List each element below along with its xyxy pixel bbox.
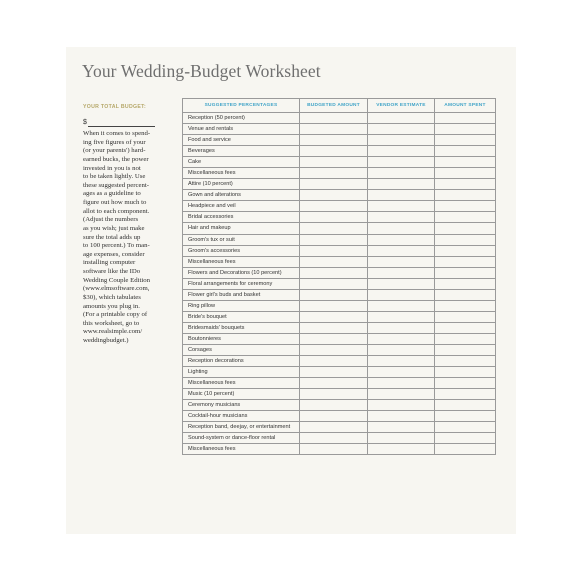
- budget-item-label: Beverages: [183, 146, 300, 157]
- table-row: [183, 367, 496, 378]
- table-row: [183, 190, 496, 201]
- budgeted-amount-cell[interactable]: [300, 433, 368, 444]
- budget-item-label: Flower girl's buds and basket: [183, 289, 300, 300]
- total-budget-label: YOUR TOTAL BUDGET:: [83, 104, 147, 110]
- vendor-estimate-cell[interactable]: [368, 433, 435, 444]
- budget-item-label: Boutonnieres: [183, 333, 300, 344]
- budgeted-amount-cell[interactable]: [300, 289, 368, 300]
- budget-item-label: Miscellaneous fees: [183, 378, 300, 389]
- instruction-line: Wedding Couple Edition: [83, 276, 150, 284]
- vendor-estimate-cell[interactable]: [368, 422, 435, 433]
- table-row: [183, 289, 496, 300]
- vendor-estimate-cell[interactable]: [368, 212, 435, 223]
- budget-item-label: Reception band, deejay, or entertainment: [183, 422, 300, 433]
- instruction-line: amounts you plug in.: [83, 302, 140, 310]
- instruction-line: invested in you is not: [83, 164, 141, 172]
- budget-item-label: Hair and makeup: [183, 223, 300, 234]
- header-amount-spent: AMOUNT SPENT: [435, 99, 496, 113]
- amount-spent-cell[interactable]: [435, 400, 496, 411]
- budget-item-label: Bridal accessories: [183, 212, 300, 223]
- vendor-estimate-cell[interactable]: [368, 135, 435, 146]
- budgeted-amount-cell[interactable]: [300, 344, 368, 355]
- amount-spent-cell[interactable]: [435, 113, 496, 124]
- budget-item-label: Reception (50 percent): [183, 113, 300, 124]
- table-row: [183, 356, 496, 367]
- table-row: [183, 201, 496, 212]
- table-row: [183, 311, 496, 322]
- budget-item-label: Lighting: [183, 367, 300, 378]
- budgeted-amount-cell[interactable]: [300, 300, 368, 311]
- amount-spent-cell[interactable]: [435, 378, 496, 389]
- budget-instructions: [83, 130, 163, 346]
- vendor-estimate-cell[interactable]: [368, 278, 435, 289]
- table-row: [183, 146, 496, 157]
- vendor-estimate-cell[interactable]: [368, 146, 435, 157]
- amount-spent-cell[interactable]: [435, 356, 496, 367]
- vendor-estimate-cell[interactable]: [368, 367, 435, 378]
- budget-item-label: Miscellaneous fees: [183, 168, 300, 179]
- amount-spent-cell[interactable]: [435, 157, 496, 168]
- amount-spent-cell[interactable]: [435, 433, 496, 444]
- amount-spent-cell[interactable]: [435, 289, 496, 300]
- budget-item-label: Floral arrangements for ceremony: [183, 278, 300, 289]
- amount-spent-cell[interactable]: [435, 212, 496, 223]
- budget-item-label: Corsages: [183, 344, 300, 355]
- budgeted-amount-cell[interactable]: [300, 157, 368, 168]
- budget-item-label: Ring pillow: [183, 300, 300, 311]
- instruction-line: (For a printable copy of: [83, 311, 148, 319]
- instruction-line: to be taken lightly. Use: [83, 173, 146, 181]
- vendor-estimate-cell[interactable]: [368, 378, 435, 389]
- vendor-estimate-cell[interactable]: [368, 124, 435, 135]
- table-row: [183, 400, 496, 411]
- budgeted-amount-cell[interactable]: [300, 444, 368, 455]
- vendor-estimate-cell[interactable]: [368, 179, 435, 190]
- budgeted-amount-cell[interactable]: [300, 256, 368, 267]
- amount-spent-cell[interactable]: [435, 344, 496, 355]
- budgeted-amount-cell[interactable]: [300, 168, 368, 179]
- instruction-line: (www.elmsoftware.com,: [83, 285, 150, 293]
- vendor-estimate-cell[interactable]: [368, 400, 435, 411]
- budgeted-amount-cell[interactable]: [300, 322, 368, 333]
- budgeted-amount-cell[interactable]: [300, 367, 368, 378]
- budgeted-amount-cell[interactable]: [300, 234, 368, 245]
- budget-item-label: Headpiece and veil: [183, 201, 300, 212]
- budgeted-amount-cell[interactable]: [300, 190, 368, 201]
- amount-spent-cell[interactable]: [435, 278, 496, 289]
- amount-spent-cell[interactable]: [435, 389, 496, 400]
- dollar-sign: $: [83, 119, 87, 126]
- instruction-line: sure the total adds up: [83, 233, 141, 241]
- amount-spent-cell[interactable]: [435, 422, 496, 433]
- amount-spent-cell[interactable]: [435, 311, 496, 322]
- amount-spent-cell[interactable]: [435, 300, 496, 311]
- budgeted-amount-cell[interactable]: [300, 201, 368, 212]
- budget-item-label: Sound-system or dance-floor rental: [183, 433, 300, 444]
- budgeted-amount-cell[interactable]: [300, 333, 368, 344]
- table-row: [183, 322, 496, 333]
- vendor-estimate-cell[interactable]: [368, 190, 435, 201]
- vendor-estimate-cell[interactable]: [368, 168, 435, 179]
- instruction-line: these suggested percent-: [83, 181, 149, 189]
- instruction-line: www.realsimple.com/: [83, 328, 143, 336]
- table-row: [183, 333, 496, 344]
- budget-item-label: Attire (10 percent): [183, 179, 300, 190]
- amount-spent-cell[interactable]: [435, 190, 496, 201]
- budget-item-label: Groom's tux or suit: [183, 234, 300, 245]
- table-row: [183, 234, 496, 245]
- budgeted-amount-cell[interactable]: [300, 422, 368, 433]
- table-row: [183, 344, 496, 355]
- budgeted-amount-cell[interactable]: [300, 146, 368, 157]
- table-row: [183, 256, 496, 267]
- vendor-estimate-cell[interactable]: [368, 333, 435, 344]
- table-row: [183, 212, 496, 223]
- budget-item-label: Gown and alterations: [183, 190, 300, 201]
- amount-spent-cell[interactable]: [435, 146, 496, 157]
- amount-spent-cell[interactable]: [435, 223, 496, 234]
- budget-item-label: Ceremony musicians: [183, 400, 300, 411]
- table-row: [183, 113, 496, 124]
- table-row: [183, 378, 496, 389]
- budgeted-amount-cell[interactable]: [300, 311, 368, 322]
- table-row: [183, 300, 496, 311]
- amount-spent-cell[interactable]: [435, 234, 496, 245]
- amount-spent-cell[interactable]: [435, 201, 496, 212]
- budget-table-header: [183, 99, 496, 113]
- budget-item-label: Flowers and Decorations (10 percent): [183, 267, 300, 278]
- budgeted-amount-cell[interactable]: [300, 245, 368, 256]
- vendor-estimate-cell[interactable]: [368, 322, 435, 333]
- budget-table: [182, 98, 496, 455]
- table-row: [183, 444, 496, 455]
- worksheet-page: [66, 47, 516, 534]
- amount-spent-cell[interactable]: [435, 267, 496, 278]
- vendor-estimate-cell[interactable]: [368, 223, 435, 234]
- budgeted-amount-cell[interactable]: [300, 356, 368, 367]
- budgeted-amount-cell[interactable]: [300, 389, 368, 400]
- total-budget-underline: [88, 126, 155, 127]
- instruction-line: age expenses, consider: [83, 250, 145, 258]
- amount-spent-cell[interactable]: [435, 124, 496, 135]
- amount-spent-cell[interactable]: [435, 444, 496, 455]
- budget-item-label: Cocktail-hour musicians: [183, 411, 300, 422]
- amount-spent-cell[interactable]: [435, 411, 496, 422]
- budgeted-amount-cell[interactable]: [300, 212, 368, 223]
- vendor-estimate-cell[interactable]: [368, 245, 435, 256]
- budgeted-amount-cell[interactable]: [300, 179, 368, 190]
- table-row: [183, 422, 496, 433]
- amount-spent-cell[interactable]: [435, 367, 496, 378]
- table-row: [183, 157, 496, 168]
- vendor-estimate-cell[interactable]: [368, 256, 435, 267]
- budgeted-amount-cell[interactable]: [300, 411, 368, 422]
- budget-item-label: Venue and rentals: [183, 124, 300, 135]
- instruction-line: installing computer: [83, 259, 136, 267]
- vendor-estimate-cell[interactable]: [368, 201, 435, 212]
- budgeted-amount-cell[interactable]: [300, 124, 368, 135]
- vendor-estimate-cell[interactable]: [368, 344, 435, 355]
- instruction-line: $30), which tabulates: [83, 293, 141, 301]
- table-row: [183, 179, 496, 190]
- instruction-line: allot to each component.: [83, 207, 150, 215]
- budgeted-amount-cell[interactable]: [300, 378, 368, 389]
- vendor-estimate-cell[interactable]: [368, 157, 435, 168]
- budgeted-amount-cell[interactable]: [300, 223, 368, 234]
- vendor-estimate-cell[interactable]: [368, 311, 435, 322]
- instruction-line: figure out how much to: [83, 199, 147, 206]
- amount-spent-cell[interactable]: [435, 256, 496, 267]
- vendor-estimate-cell[interactable]: [368, 300, 435, 311]
- amount-spent-cell[interactable]: [435, 135, 496, 146]
- instruction-line: as you wish; just make: [83, 224, 145, 232]
- vendor-estimate-cell[interactable]: [368, 289, 435, 300]
- amount-spent-cell[interactable]: [435, 322, 496, 333]
- budgeted-amount-cell[interactable]: [300, 400, 368, 411]
- table-row: [183, 433, 496, 444]
- budget-item-label: Food and service: [183, 135, 300, 146]
- vendor-estimate-cell[interactable]: [368, 411, 435, 422]
- budget-item-label: Bride's bouquet: [183, 311, 300, 322]
- instruction-line: earned bucks, the power: [83, 155, 149, 163]
- vendor-estimate-cell[interactable]: [368, 356, 435, 367]
- worksheet-title: Your Wedding-Budget Worksheet: [82, 61, 321, 81]
- budgeted-amount-cell[interactable]: [300, 278, 368, 289]
- instruction-line: ing five figures of your: [83, 138, 146, 146]
- instruction-line: software like the IDo: [83, 268, 141, 275]
- instruction-line: (or your parents') hard-: [83, 147, 146, 155]
- table-row: [183, 245, 496, 256]
- table-row: [183, 389, 496, 400]
- instruction-line: ages as a guideline to: [83, 190, 141, 198]
- amount-spent-cell[interactable]: [435, 245, 496, 256]
- total-budget-field[interactable]: [83, 119, 163, 128]
- budget-item-label: Reception decorations: [183, 356, 300, 367]
- vendor-estimate-cell[interactable]: [368, 113, 435, 124]
- vendor-estimate-cell[interactable]: [368, 267, 435, 278]
- table-row: [183, 135, 496, 146]
- table-row: [183, 267, 496, 278]
- budget-item-label: Miscellaneous fees: [183, 256, 300, 267]
- vendor-estimate-cell[interactable]: [368, 389, 435, 400]
- budget-item-label: Bridesmaids' bouquets: [183, 322, 300, 333]
- table-row: [183, 168, 496, 179]
- table-row: [183, 124, 496, 135]
- table-row: [183, 411, 496, 422]
- header-suggested-percentages: SUGGESTED PERCENTAGES: [183, 99, 300, 113]
- amount-spent-cell[interactable]: [435, 179, 496, 190]
- vendor-estimate-cell[interactable]: [368, 234, 435, 245]
- budget-item-label: Miscellaneous fees: [183, 444, 300, 455]
- budget-item-label: Groom's accessories: [183, 245, 300, 256]
- instruction-line: this worksheet, go to: [83, 319, 140, 327]
- vendor-estimate-cell[interactable]: [368, 444, 435, 455]
- budget-item-label: Music (10 percent): [183, 389, 300, 400]
- instruction-line: (Adjust the numbers: [83, 216, 139, 224]
- amount-spent-cell[interactable]: [435, 333, 496, 344]
- instruction-line: weddingbudget.): [83, 337, 129, 344]
- budgeted-amount-cell[interactable]: [300, 267, 368, 278]
- budget-sidebar: [83, 104, 163, 346]
- table-row: [183, 223, 496, 234]
- header-vendor-estimate: VENDOR ESTIMATE: [368, 99, 435, 113]
- budget-item-label: Cake: [183, 157, 300, 168]
- header-budgeted-amount: BUDGETED AMOUNT: [300, 99, 368, 113]
- budgeted-amount-cell[interactable]: [300, 113, 368, 124]
- table-row: [183, 278, 496, 289]
- instruction-line: When it comes to spend-: [83, 130, 151, 137]
- budgeted-amount-cell[interactable]: [300, 135, 368, 146]
- amount-spent-cell[interactable]: [435, 168, 496, 179]
- instruction-line: to 100 percent.) To man-: [83, 242, 150, 250]
